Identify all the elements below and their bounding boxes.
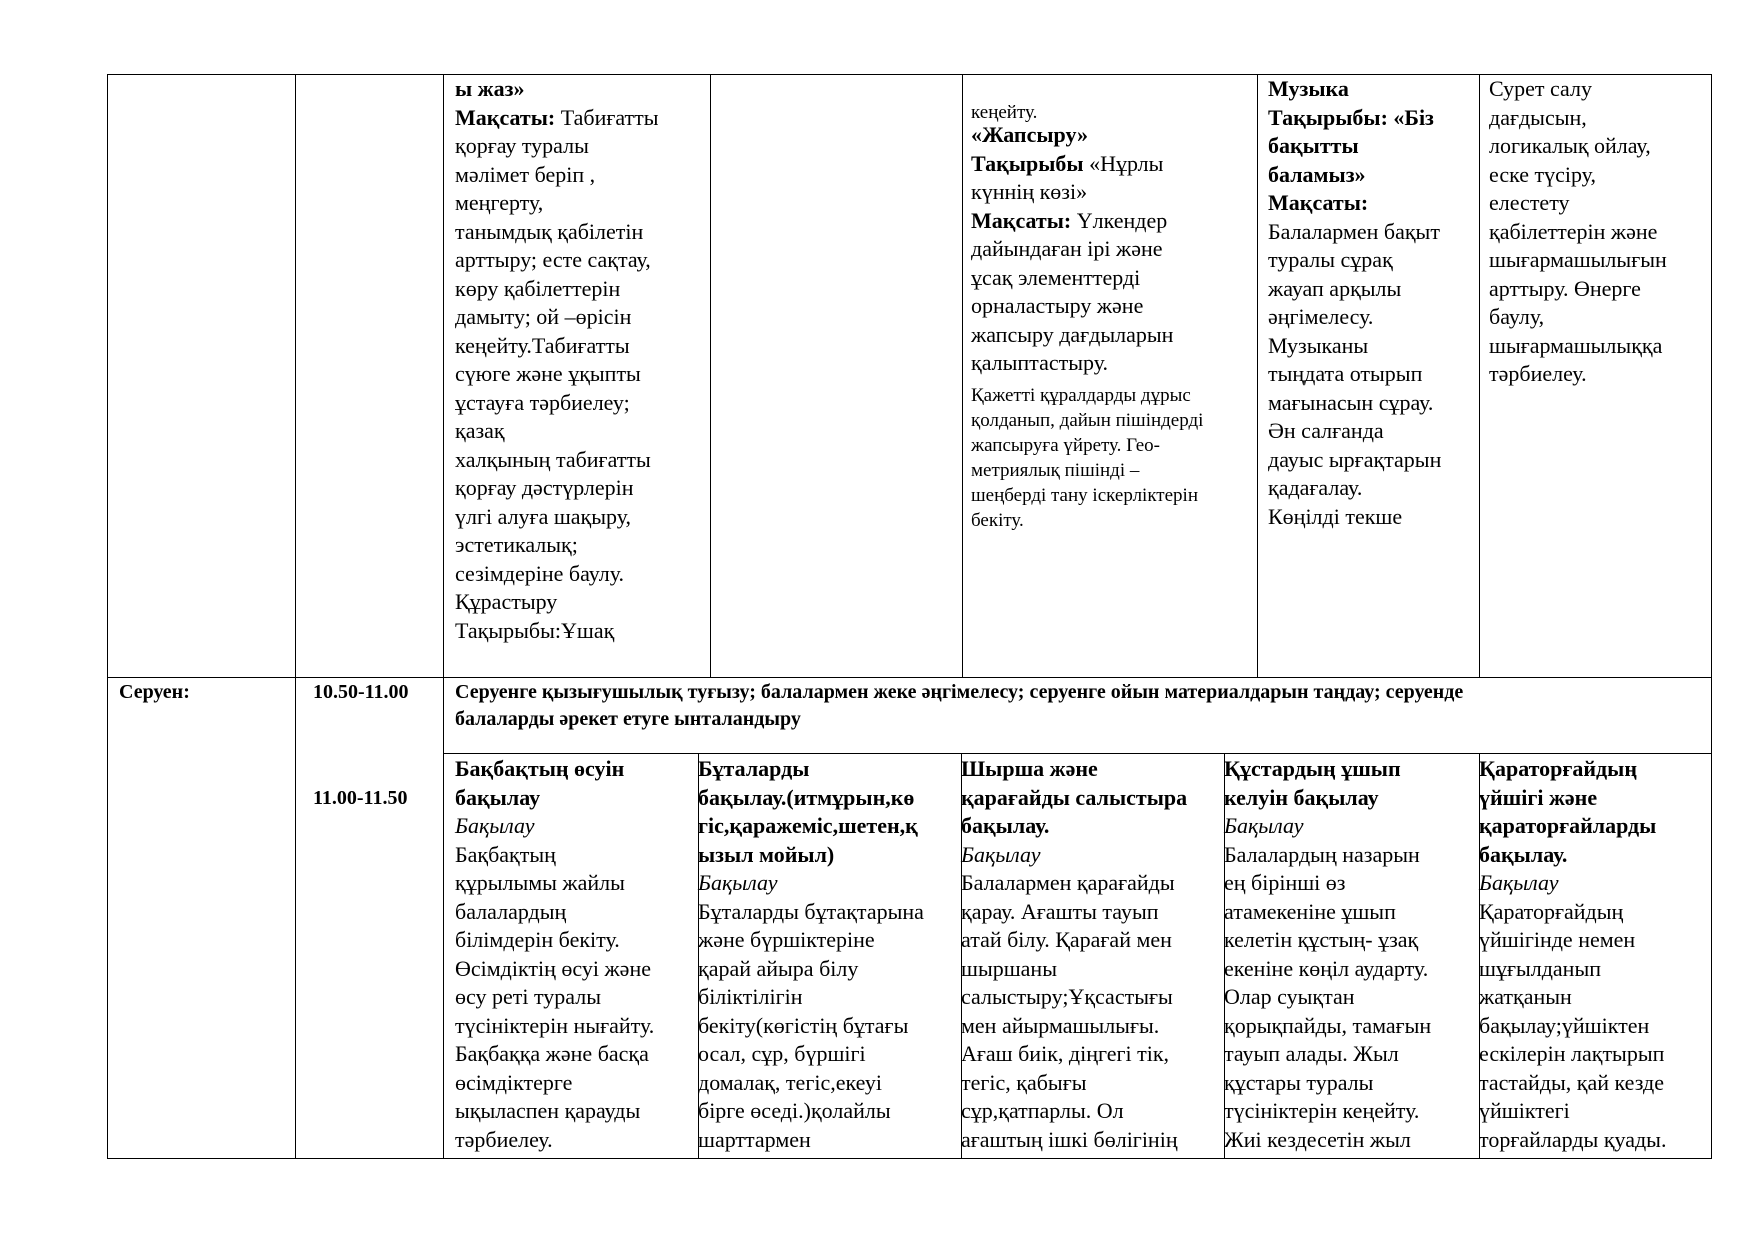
walk-time-2: 11.00-11.50	[313, 787, 408, 809]
cell-text-line: Құрастыру	[455, 589, 558, 614]
cell-text-line: баулу,	[1489, 304, 1545, 329]
cell-text-line: көру қабілеттерін	[455, 275, 621, 301]
cell-text-line: Сурет салу	[1489, 76, 1592, 101]
cell-text-line: қорғау туралы	[455, 133, 589, 158]
walk-day-cell	[1224, 755, 1478, 1154]
cell-text-line: түсініктерін кеңейту.	[1224, 1098, 1420, 1123]
cell-text-line: күннің көзі»	[971, 179, 1088, 204]
cell-text-line: Бақылау	[698, 870, 778, 895]
cell-text-line: кеңейту.Табиғатты	[455, 332, 630, 358]
cell-text-line: сүюге және ұқыпты	[455, 361, 641, 386]
cell-text-line: бекіту.	[971, 510, 1024, 531]
cell-text-line: қарай айыра білу	[698, 955, 859, 981]
cell-text-line: ең бірінші өз	[1224, 870, 1346, 895]
cell-text-line: торғайларды қуады.	[1479, 1126, 1667, 1152]
walk-day-cell	[698, 755, 960, 1154]
walk-day-cell	[1479, 755, 1709, 1154]
walk-header	[455, 679, 1705, 733]
cell-text-line: метриялық пішінді –	[971, 460, 1140, 481]
walk-day-cell	[455, 755, 695, 1154]
walk-label: Серуен:	[119, 681, 190, 703]
cell-text-line: Тақырыбы: «Біз	[1268, 104, 1434, 130]
cell-text-line: шығармашылығын	[1489, 247, 1667, 272]
cell-text-line: орналастыру және	[971, 293, 1144, 318]
cell-text-line: баламыз»	[1268, 161, 1366, 187]
cell-text-fragment: Табиғатты	[560, 104, 659, 130]
cell-text-line	[971, 150, 1256, 179]
cell-text-line: ықыласпен қарауды	[455, 1098, 641, 1123]
cell-text-line: бекіту(көгістің бұтағы	[698, 1012, 909, 1038]
cell-text-line: ы жаз»	[455, 76, 525, 101]
cell-text-line: бақылау;үйшіктен	[1479, 1012, 1650, 1038]
cell-text-line: дауыс ырғақтарын	[1268, 446, 1442, 472]
cell-text-line: тастайды, қай кезде	[1479, 1069, 1664, 1095]
cell-text-line: домалақ, тегіс,екеуі	[698, 1069, 882, 1095]
cell-activity-drawing	[1489, 75, 1707, 389]
cell-text-line: Қараторғайдың	[1479, 898, 1624, 924]
cell-activity-music	[1268, 75, 1476, 531]
cell-text-line: және бүршіктеріне	[698, 927, 875, 952]
cell-activity-appliqué-goal	[971, 383, 1256, 533]
cell-text-line: Бақылау	[961, 841, 1041, 867]
cell-text-line: өсімдіктерге	[455, 1069, 573, 1095]
cell-activity-construction	[455, 75, 705, 645]
cell-text-fragment: Мақсаты:	[455, 104, 561, 130]
cell-text-line: қазақ	[455, 418, 505, 443]
cell-text-line: ұстауға тәрбиелеу;	[455, 389, 630, 415]
cell-text-line: гіс,қаражеміс,шетен,қ	[698, 813, 918, 838]
cell-text-line: Бұталарды бұтақтарына	[698, 898, 924, 924]
cell-text-line: атай білу. Қарағай мен	[961, 927, 1172, 952]
cell-text-line: «Жапсыру»	[971, 122, 1089, 147]
cell-text-line: дағдысын,	[1489, 104, 1587, 130]
cell-text-fragment: Тақырыбы	[971, 150, 1090, 176]
cell-text-line: түсініктерін нығайту.	[455, 1012, 655, 1038]
walk-time-1: 10.50-11.00	[313, 681, 409, 703]
cell-text-line: тәрбиелеу.	[455, 1126, 553, 1152]
cell-text-line: Балалармен бақыт	[1268, 218, 1440, 244]
cell-text-fragment: «Нұрлы	[1089, 150, 1164, 176]
row-divider-walk	[107, 677, 1712, 678]
cell-text-line: Серуенге қызығушылық туғызу; балалармен жеке әңгімелесу; серуенге ойын материалдарын таңдау; серуенде	[455, 681, 1464, 703]
cell-text-line: жапсыруға үйрету. Гео-	[971, 435, 1160, 456]
cell-text-line: бақылау.	[961, 813, 1050, 838]
cell-text-line: логикалық ойлау,	[1489, 133, 1651, 158]
cell-text-line: Шырша және	[961, 756, 1098, 781]
cell-text-line: мәлімет беріп ,	[455, 161, 596, 187]
cell-text-line: арттыру. Өнерге	[1489, 275, 1641, 301]
column-divider-top-6	[1479, 74, 1480, 678]
cell-activity-appliqué	[971, 121, 1256, 378]
cell-text-line: еске түсіру,	[1489, 161, 1596, 187]
cell-text-line: қорғау дәстүрлерін	[455, 475, 634, 500]
cell-text-line: балалардың	[455, 898, 567, 924]
cell-text-line: Олар суықтан	[1224, 984, 1355, 1009]
cell-text-line: салыстыру;Ұқсастығы	[961, 984, 1173, 1009]
row-divider-walk-header	[443, 753, 1712, 754]
table-border-bottom	[107, 1158, 1712, 1159]
cell-text-line: үлгі алуға шақыру,	[455, 503, 632, 529]
cell-text-line: қолданып, дайын пішіндерді	[971, 410, 1204, 431]
cell-text-line: қабілеттерін және	[1489, 218, 1658, 244]
column-divider-1	[295, 74, 296, 1159]
cell-text-line: ағаштың ішкі бөлігінің	[961, 1126, 1178, 1152]
cell-text-line: қорықпайды, тамағын	[1224, 1012, 1432, 1038]
cell-text-line: шығармашылыққа	[1489, 332, 1663, 358]
cell-text-line: әңгімелесу.	[1268, 304, 1374, 329]
cell-text-line: Қараторғайдың	[1479, 756, 1638, 781]
cell-text-line: Ән салғанда	[1268, 418, 1384, 443]
walk-day-cell	[961, 755, 1223, 1154]
cell-text-line: қарағайды салыстыра	[961, 784, 1188, 810]
cell-text-line: екеніне көңіл аударту.	[1224, 955, 1429, 981]
table-border-left	[107, 74, 108, 1159]
cell-text-line: Бақылау	[455, 813, 535, 838]
cell-text-line: құстары туралы	[1224, 1069, 1374, 1095]
cell-text-line: тыңдата отырып	[1268, 361, 1423, 386]
cell-text-line: бірге өседі.)қолайлы	[698, 1098, 891, 1123]
cell-text-line: Ағаш биік, діңгегі тік,	[961, 1041, 1170, 1066]
cell-text-line: балаларды әрекет етуге ынталандыру	[455, 708, 801, 730]
cell-text-line: өсу реті туралы	[455, 984, 602, 1009]
cell-text-line: бақылау.(итмұрын,кө	[698, 784, 915, 810]
cell-text-line: жауап арқылы	[1268, 275, 1402, 301]
cell-text-line: кеңейту.	[971, 101, 1038, 123]
cell-text-line: тауып алады. Жыл	[1224, 1041, 1399, 1066]
cell-text-line: тәрбиелеу.	[1489, 361, 1587, 386]
cell-text-line: қалыптастыру.	[971, 350, 1108, 375]
cell-text-line: бақытты	[1268, 133, 1359, 158]
cell-text-line: бақылау	[455, 784, 541, 810]
cell-text-line: сезімдеріне баулу.	[455, 560, 625, 586]
cell-text-line: ұсақ элементтерді	[971, 264, 1141, 290]
cell-text-line: Тақырыбы:Ұшақ	[455, 617, 615, 643]
cell-text-line: эстетикалық;	[455, 532, 578, 557]
cell-text-line: Бақбақтың өсуін	[455, 756, 625, 781]
cell-text-line: елестету	[1489, 190, 1570, 215]
cell-text-line: меңгерту,	[455, 190, 544, 215]
cell-text-line: дайындаған ірі және	[971, 236, 1163, 261]
cell-text-fragment: Үлкендер	[1076, 207, 1168, 233]
cell-text-line: Бақбақтың	[455, 841, 556, 867]
column-divider-top-5	[1257, 74, 1258, 678]
cell-text-line: шұғылданып	[1479, 955, 1602, 981]
cell-text-line: келуін бақылау	[1224, 784, 1379, 810]
column-divider-2	[443, 74, 444, 1159]
cell-text-line: дамыту; ой –өрісін	[455, 304, 632, 329]
cell-text-line: білімдерін бекіту.	[455, 927, 620, 952]
cell-text-line: Музыканы	[1268, 332, 1369, 358]
cell-text-line: сұр,қатпарлы. Ол	[961, 1098, 1124, 1123]
cell-text-line: танымдық қабілетін	[455, 218, 644, 244]
cell-text-line: Бұталарды	[698, 756, 810, 781]
cell-text-line: туралы сұрақ	[1268, 247, 1393, 272]
cell-text-line: арттыру; есте сақтау,	[455, 247, 651, 272]
cell-text-line: Бақбаққа және басқа	[455, 1041, 649, 1066]
column-divider-top-3	[710, 74, 711, 678]
cell-text-line: ескілерін лақтырып	[1479, 1041, 1665, 1066]
cell-text-line: үйшіктегі	[1479, 1098, 1570, 1123]
cell-text-line: қараторғайларды	[1479, 813, 1657, 838]
cell-text-line: Музыка	[1268, 76, 1349, 101]
cell-text-line	[971, 207, 1256, 236]
cell-text-line: мен айырмашылығы.	[961, 1012, 1160, 1038]
cell-text-fragment: Мақсаты:	[971, 207, 1077, 233]
cell-text-line: Бақылау	[1224, 813, 1304, 838]
cell-text-line: осал, сұр, бүршігі	[698, 1041, 866, 1066]
cell-text-line: құрылымы жайлы	[455, 870, 625, 895]
cell-text-line: жатқанын	[1479, 984, 1572, 1009]
cell-text-line: Құстардың ұшып	[1224, 756, 1401, 781]
cell-text-line: мағынасын сұрау.	[1268, 389, 1434, 415]
cell-text-line: халқының табиғатты	[455, 446, 651, 472]
cell-text-line: жапсыру дағдыларын	[971, 321, 1174, 347]
cell-text-line: шарттармен	[698, 1126, 811, 1152]
cell-text-line: шыршаны	[961, 955, 1057, 981]
cell-text-line: қадағалау.	[1268, 475, 1363, 500]
table-border-right	[1711, 74, 1712, 1159]
cell-text-line: тегіс, қабығы	[961, 1069, 1087, 1095]
column-divider-top-4	[962, 74, 963, 678]
cell-text-line: қарау. Ағашты тауып	[961, 898, 1159, 924]
cell-text-line	[455, 104, 705, 133]
cell-text-line: Мақсаты:	[1268, 190, 1369, 215]
cell-text-line: Жиі кездесетін жыл	[1224, 1126, 1411, 1152]
cell-text-line: шеңберді тану іскерліктерін	[971, 485, 1198, 506]
cell-text-line: атамекеніне ұшып	[1224, 898, 1396, 924]
cell-text-line: бақылау.	[1479, 841, 1568, 867]
cell-text-line: үйшігі және	[1479, 784, 1598, 810]
cell-text-line: Өсімдіктің өсуі және	[455, 955, 651, 981]
cell-text-line: үйшігінде немен	[1479, 927, 1636, 952]
cell-text-line: Балалармен қарағайды	[961, 870, 1175, 895]
cell-text-line: ызыл мойыл)	[698, 841, 835, 867]
cell-text-line: Бақылау	[1479, 870, 1559, 895]
cell-text-line: Көңілді текше	[1268, 503, 1403, 529]
cell-text-line: Балалардың назарын	[1224, 841, 1420, 867]
cell-text-line: келетін құстың- ұзақ	[1224, 927, 1419, 952]
cell-text-line: біліктілігін	[698, 984, 803, 1009]
cell-text-line: Қажетті құралдарды дұрыс	[971, 385, 1191, 406]
